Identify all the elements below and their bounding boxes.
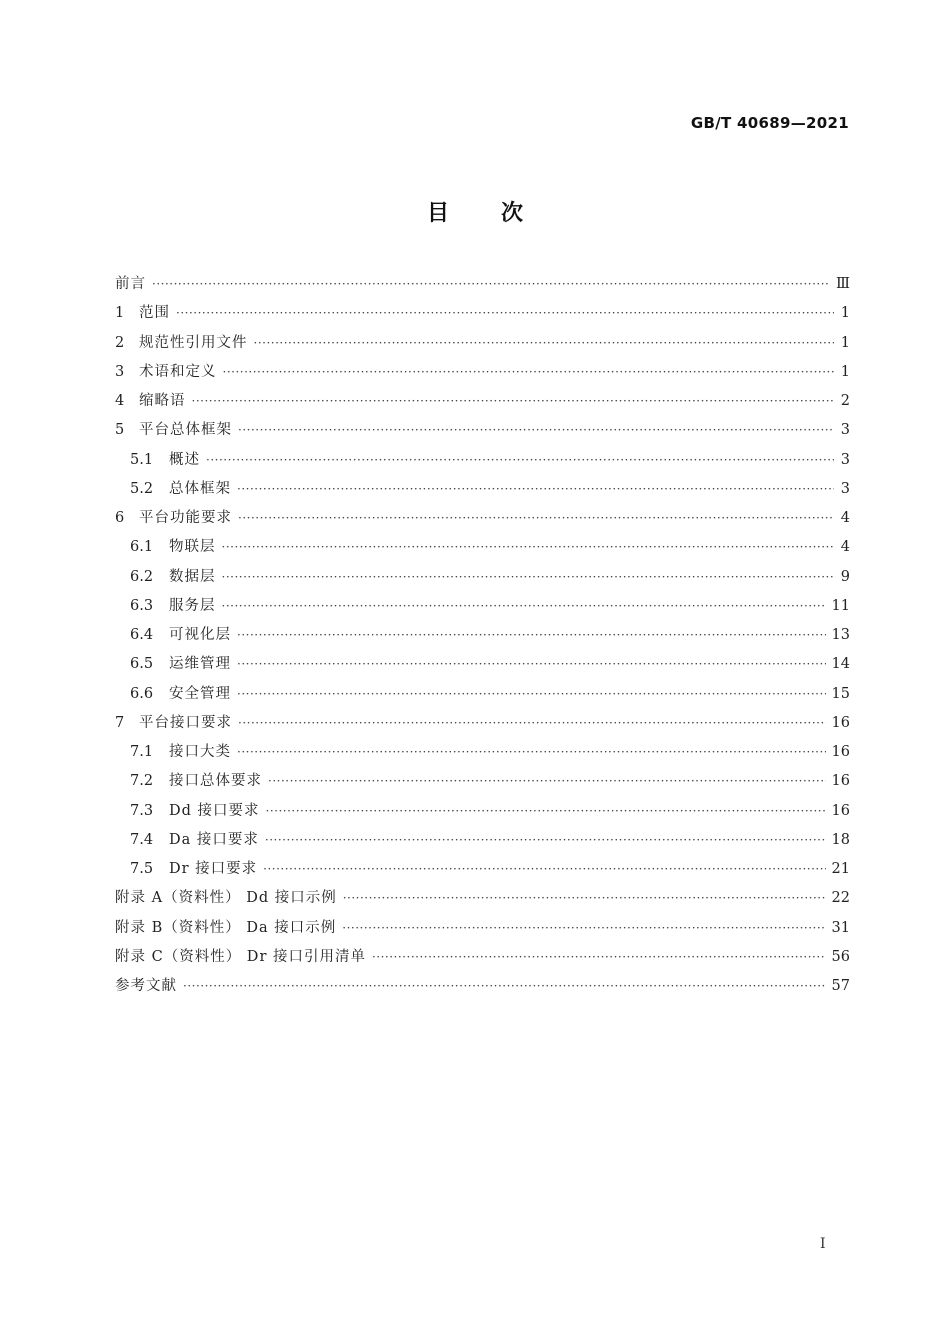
toc-entry-label: 范围 — [139, 305, 170, 322]
page-number: I — [820, 1236, 826, 1252]
toc-entry-5-1[interactable] — [115, 446, 850, 475]
toc-entry-appendix-b[interactable] — [115, 914, 850, 943]
toc-entry-7-2[interactable] — [115, 767, 850, 796]
toc-entry-label: 可视化层 — [169, 627, 231, 643]
toc-entry-page: 14 — [831, 656, 850, 673]
toc-entry-page: 2 — [840, 393, 850, 409]
toc-entry-3[interactable] — [115, 358, 850, 387]
toc-entry-page: 22 — [831, 890, 850, 907]
toc-entry-page: 4 — [840, 539, 850, 556]
toc-entry-6-6[interactable] — [115, 680, 850, 709]
toc-entry-label: 平台总体框架 — [139, 422, 232, 439]
toc-title-char-2: 次 — [501, 201, 524, 226]
toc-leader-dots — [238, 709, 826, 738]
toc-entry-number: 1 — [115, 305, 125, 322]
toc-entry-number: 6.1 — [130, 539, 154, 556]
toc-leader-dots — [237, 738, 826, 767]
toc-entry-page: 1 — [840, 334, 850, 351]
toc-entry-6-2[interactable] — [115, 563, 850, 592]
toc-entry-label: 概述 — [169, 451, 200, 468]
toc-leader-dots — [268, 767, 826, 796]
toc-entry-label: Da 接口要求 — [169, 831, 259, 848]
toc-entry-label: 平台接口要求 — [139, 714, 232, 731]
toc-leader-dots — [343, 884, 826, 913]
table-of-contents — [115, 270, 850, 1001]
toc-entry-label: 运维管理 — [169, 656, 231, 673]
toc-entry-7-4[interactable] — [115, 826, 850, 855]
toc-entry-page: 15 — [831, 685, 850, 702]
toc-entry-page: Ⅲ — [836, 276, 850, 292]
toc-entry-references[interactable] — [115, 972, 850, 1001]
toc-leader-dots — [237, 475, 834, 504]
toc-entry-label: 缩略语 — [139, 393, 186, 409]
toc-entry-appendix-a[interactable] — [115, 884, 850, 913]
toc-leader-dots — [237, 650, 826, 679]
toc-leader-dots — [266, 797, 826, 826]
toc-entry-label: 规范性引用文件 — [139, 334, 248, 351]
toc-entry-5-2[interactable] — [115, 475, 850, 504]
toc-entry-6-1[interactable] — [115, 533, 850, 562]
toc-entry-label: 平台功能要求 — [139, 510, 232, 526]
toc-leader-dots — [176, 299, 834, 328]
toc-entry-number: 7.1 — [130, 744, 154, 760]
toc-entry-label: 附录 B（资料性） Da 接口示例 — [115, 919, 337, 936]
toc-entry-7-1[interactable] — [115, 738, 850, 767]
toc-entry-label: Dr 接口要求 — [169, 861, 258, 877]
toc-entry-4[interactable] — [115, 387, 850, 416]
toc-entry-7[interactable] — [115, 709, 850, 738]
toc-entry-page: 3 — [840, 422, 850, 439]
toc-entry-label: 附录 A（资料性） Dd 接口示例 — [115, 890, 337, 907]
toc-entry-6-3[interactable] — [115, 592, 850, 621]
toc-entry-7-3[interactable] — [115, 797, 850, 826]
toc-entry-label: Dd 接口要求 — [169, 802, 260, 819]
toc-leader-dots — [222, 592, 826, 621]
toc-entry-number: 5 — [115, 422, 125, 439]
toc-entry-number: 6.3 — [130, 597, 154, 614]
toc-entry-6-4[interactable] — [115, 621, 850, 650]
toc-entry-6[interactable] — [115, 504, 850, 533]
toc-entry-7-5[interactable] — [115, 855, 850, 884]
toc-entry-number: 7.2 — [130, 773, 154, 790]
toc-leader-dots — [265, 826, 826, 855]
toc-entry-page: 1 — [840, 305, 850, 322]
toc-entry-page: 31 — [831, 919, 850, 936]
toc-entry-foreword[interactable] — [115, 270, 850, 299]
toc-leader-dots — [237, 621, 826, 650]
toc-entry-5[interactable] — [115, 416, 850, 445]
toc-leader-dots — [222, 563, 835, 592]
toc-entry-2[interactable] — [115, 329, 850, 358]
toc-entry-number: 5.1 — [130, 451, 154, 468]
toc-entry-6-5[interactable] — [115, 650, 850, 679]
toc-title-char-1: 目 — [426, 201, 449, 226]
toc-entry-label: 参考文献 — [115, 978, 177, 994]
toc-entry-page: 57 — [831, 978, 850, 994]
toc-entry-number: 6.2 — [130, 568, 154, 585]
toc-entry-number: 4 — [115, 393, 125, 409]
toc-entry-label: 术语和定义 — [139, 363, 217, 380]
toc-entry-label: 接口大类 — [169, 744, 231, 760]
toc-entry-page: 16 — [831, 714, 850, 731]
toc-entry-label: 前言 — [115, 276, 146, 292]
toc-entry-number: 3 — [115, 363, 125, 380]
toc-leader-dots — [222, 533, 835, 562]
toc-leader-dots — [152, 270, 830, 299]
toc-entry-page: 3 — [840, 480, 850, 497]
toc-entry-page: 4 — [840, 510, 850, 526]
toc-entry-label: 总体框架 — [169, 480, 231, 497]
toc-leader-dots — [238, 416, 834, 445]
toc-entry-page: 9 — [840, 568, 850, 585]
toc-leader-dots — [223, 358, 835, 387]
toc-entry-page: 3 — [840, 451, 850, 468]
toc-title — [0, 196, 950, 227]
standard-code: GB/T 40689—2021 — [690, 114, 849, 132]
toc-entry-page: 13 — [831, 627, 850, 643]
toc-entry-number: 7.5 — [130, 861, 154, 877]
toc-entry-page: 21 — [831, 861, 850, 877]
toc-leader-dots — [342, 914, 825, 943]
toc-entry-number: 7.4 — [130, 831, 154, 848]
toc-entry-number: 6.5 — [130, 656, 154, 673]
toc-entry-page: 11 — [831, 597, 850, 614]
toc-entry-number: 5.2 — [130, 480, 154, 497]
toc-entry-1[interactable] — [115, 299, 850, 328]
toc-leader-dots — [183, 972, 826, 1001]
toc-entry-appendix-c[interactable] — [115, 943, 850, 972]
toc-leader-dots — [192, 387, 835, 416]
toc-entry-label: 服务层 — [169, 597, 216, 614]
toc-entry-page: 16 — [831, 744, 850, 760]
toc-leader-dots — [238, 504, 834, 533]
toc-leader-dots — [206, 446, 834, 475]
toc-leader-dots — [263, 855, 825, 884]
toc-entry-number: 2 — [115, 334, 125, 351]
toc-entry-page: 56 — [831, 948, 850, 965]
toc-entry-label: 物联层 — [169, 539, 216, 556]
toc-entry-label: 接口总体要求 — [169, 773, 262, 790]
toc-leader-dots — [372, 943, 826, 972]
toc-entry-page: 18 — [831, 831, 850, 848]
toc-entry-label: 数据层 — [169, 568, 216, 585]
toc-leader-dots — [237, 680, 826, 709]
toc-entry-number: 6.6 — [130, 685, 154, 702]
toc-entry-page: 1 — [840, 363, 850, 380]
toc-leader-dots — [254, 329, 835, 358]
toc-entry-label: 附录 C（资料性） Dr 接口引用清单 — [115, 948, 366, 965]
toc-entry-number: 6 — [115, 510, 125, 526]
toc-entry-number: 6.4 — [130, 627, 154, 643]
toc-entry-page: 16 — [831, 802, 850, 819]
toc-entry-label: 安全管理 — [169, 685, 231, 702]
toc-entry-number: 7.3 — [130, 802, 154, 819]
toc-entry-page: 16 — [831, 773, 850, 790]
toc-entry-number: 7 — [115, 714, 125, 731]
